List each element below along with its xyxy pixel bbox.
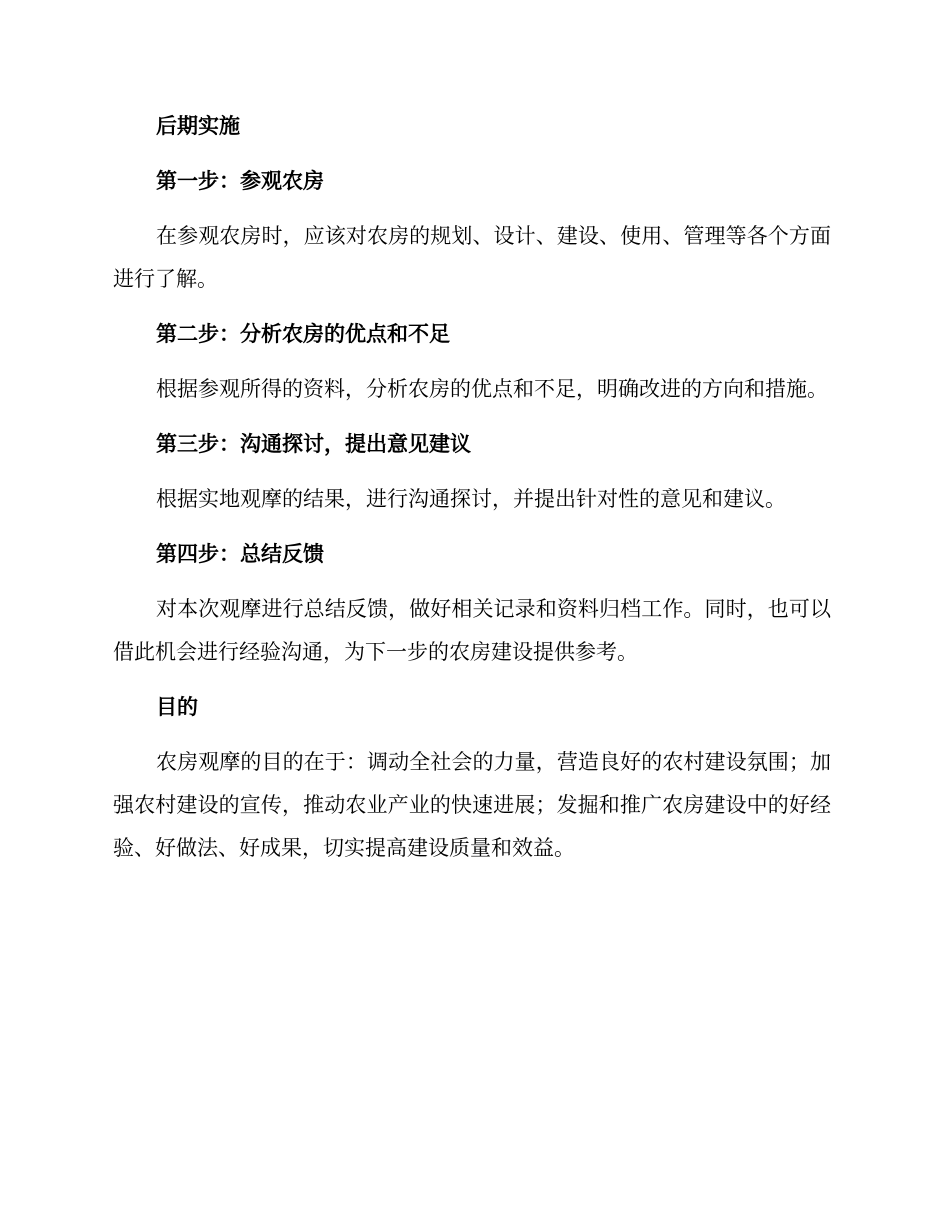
step-two-heading: 第二步：分析农房的优点和不足 <box>156 322 450 346</box>
section-heading-purpose: 目的 <box>156 695 198 719</box>
step-one-paragraph: 在参观农房时，应该对农房的规划、设计、建设、使用、管理等各个方面进行了解。 <box>113 224 831 291</box>
step-three-heading: 第三步：沟通探讨，提出意见建议 <box>156 432 471 456</box>
step-three-paragraph: 根据实地观摩的结果，进行沟通探讨，并提出针对性的意见和建议。 <box>156 487 786 511</box>
purpose-paragraph: 农房观摩的目的在于：调动全社会的力量，营造良好的农村建设氛围；加强农村建设的宣传，推动农业产业的快速进展；发掘和推广农房建设中的好经验、好做法、好成果，切实提高建设质量和效益。 <box>113 750 831 860</box>
step-four-paragraph: 对本次观摩进行总结反馈，做好相关记录和资料归档工作。同时，也可以借此机会进行经验沟通，为下一步的农房建设提供参考。 <box>113 597 831 664</box>
document-body <box>113 105 831 882</box>
step-two-paragraph: 根据参观所得的资料，分析农房的优点和不足，明确改进的方向和措施。 <box>156 377 828 401</box>
step-four-heading: 第四步：总结反馈 <box>156 542 324 566</box>
step-one-heading: 第一步：参观农房 <box>156 169 324 193</box>
section-heading-implementation: 后期实施 <box>156 114 240 138</box>
